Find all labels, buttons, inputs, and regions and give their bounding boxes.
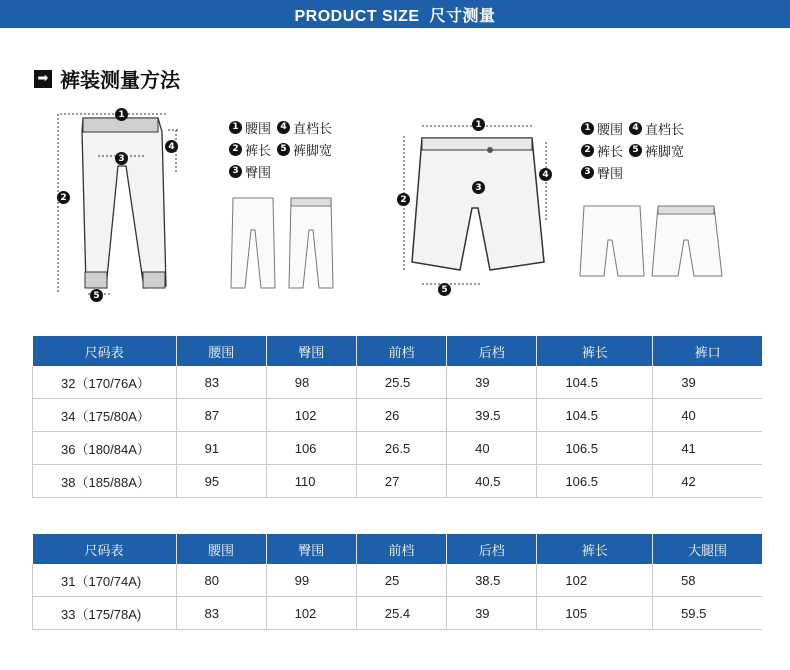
value-cell: 99: [266, 564, 356, 597]
legend-label: 裤长: [245, 143, 272, 159]
header-cell: 前档: [356, 534, 446, 564]
shorts-diagram: [392, 112, 562, 302]
table-row: [33, 465, 763, 498]
marker-4-icon: 4: [539, 168, 552, 181]
table-header-row: [33, 336, 763, 366]
banner-text: [294, 3, 495, 26]
header-cell: 尺码表: [33, 336, 177, 366]
header-cell: 腰围: [176, 336, 266, 366]
value-cell: 106.5: [537, 465, 653, 498]
legend-label: 裤长: [597, 144, 624, 160]
value-cell: 83: [176, 366, 266, 399]
value-cell: 25: [356, 564, 446, 597]
value-cell: 42: [653, 465, 762, 498]
legend-label: 裤脚宽: [293, 143, 333, 159]
header-cell: 后档: [447, 534, 537, 564]
value-cell: 39.5: [447, 399, 537, 432]
arrow-right-icon: ➡: [34, 70, 52, 88]
table-row: [33, 432, 763, 465]
value-cell: 40: [653, 399, 762, 432]
value-cell: 58: [653, 564, 762, 597]
legend-label: 裤脚宽: [645, 144, 685, 160]
value-cell: 106: [266, 432, 356, 465]
value-cell: 25.4: [356, 597, 446, 630]
value-cell: 98: [266, 366, 356, 399]
legend-label: 直档长: [293, 121, 333, 137]
value-cell: 102: [537, 564, 653, 597]
header-cell: 前档: [356, 336, 446, 366]
banner-cn: 尺寸测量: [429, 7, 496, 25]
value-cell: 38.5: [447, 564, 537, 597]
value-cell: 102: [266, 399, 356, 432]
size-cell: 32（170/76A）: [33, 366, 177, 399]
header-cell: 腰围: [176, 534, 266, 564]
marker-3-icon: 3: [115, 152, 128, 165]
value-cell: 87: [176, 399, 266, 432]
value-cell: 26.5: [356, 432, 446, 465]
marker-5-icon: 5: [90, 289, 103, 302]
table-row: [33, 597, 763, 630]
header-cell: 裤长: [537, 534, 653, 564]
value-cell: 83: [176, 597, 266, 630]
marker-3-icon: 3: [472, 181, 485, 194]
legend-label: 腰围: [245, 121, 272, 137]
value-cell: 40: [447, 432, 537, 465]
size-cell: 31（170/74A): [33, 564, 177, 597]
size-cell: 36（180/84A）: [33, 432, 177, 465]
legend-label: 腰围: [597, 122, 624, 138]
table-row: [33, 366, 763, 399]
value-cell: 25.5: [356, 366, 446, 399]
header-cell: 臀围: [266, 336, 356, 366]
value-cell: 110: [266, 465, 356, 498]
value-cell: 41: [653, 432, 762, 465]
marker-2-icon: 2: [57, 191, 70, 204]
header-cell: 裤口: [653, 336, 762, 366]
value-cell: 39: [447, 597, 537, 630]
banner-en: PRODUCT SIZE: [294, 7, 420, 25]
section-title: 裤装测量方法: [60, 68, 180, 92]
title-banner: [0, 0, 790, 28]
header-cell: 裤长: [537, 336, 653, 366]
marker-5-icon: 5: [438, 283, 451, 296]
marker-1-icon: 1: [472, 118, 485, 131]
value-cell: 105: [537, 597, 653, 630]
header-cell: 大腿围: [653, 534, 762, 564]
value-cell: 91: [176, 432, 266, 465]
table-row: [33, 564, 763, 597]
marker-2-icon: 2: [397, 193, 410, 206]
value-cell: 39: [653, 366, 762, 399]
value-cell: 59.5: [653, 597, 762, 630]
value-cell: 104.5: [537, 366, 653, 399]
header-cell: 后档: [447, 336, 537, 366]
legend-label: 直档长: [645, 122, 685, 138]
value-cell: 104.5: [537, 399, 653, 432]
long-pants-diagram: [48, 104, 198, 304]
value-cell: 80: [176, 564, 266, 597]
value-cell: 40.5: [447, 465, 537, 498]
long-pants-legend: 1 腰围 4 直档长 2 裤长 5 裤脚宽 3 臀围: [229, 116, 338, 182]
value-cell: 102: [266, 597, 356, 630]
marker-4-icon: 4: [165, 140, 178, 153]
long-pants-thumbnails: [225, 192, 345, 292]
size-cell: 33（175/78A): [33, 597, 177, 630]
size-table-2: [32, 534, 762, 630]
value-cell: 27: [356, 465, 446, 498]
header-cell: 臀围: [266, 534, 356, 564]
value-cell: 106.5: [537, 432, 653, 465]
value-cell: 95: [176, 465, 266, 498]
value-cell: 39: [447, 366, 537, 399]
table-header-row: [33, 534, 763, 564]
header-cell: 尺码表: [33, 534, 177, 564]
value-cell: 26: [356, 399, 446, 432]
legend-label: 臀围: [597, 166, 624, 182]
size-table-1: [32, 336, 762, 498]
section-heading: [34, 64, 180, 93]
size-cell: 34（175/80A）: [33, 399, 177, 432]
size-cell: 38（185/88A）: [33, 465, 177, 498]
table-row: [33, 399, 763, 432]
shorts-legend: 1 腰围 4 直档长 2 裤长 5 裤脚宽 3 臀围: [581, 117, 690, 183]
legend-label: 臀围: [245, 165, 272, 181]
shorts-thumbnails: [578, 200, 728, 280]
marker-1-icon: 1: [115, 108, 128, 121]
